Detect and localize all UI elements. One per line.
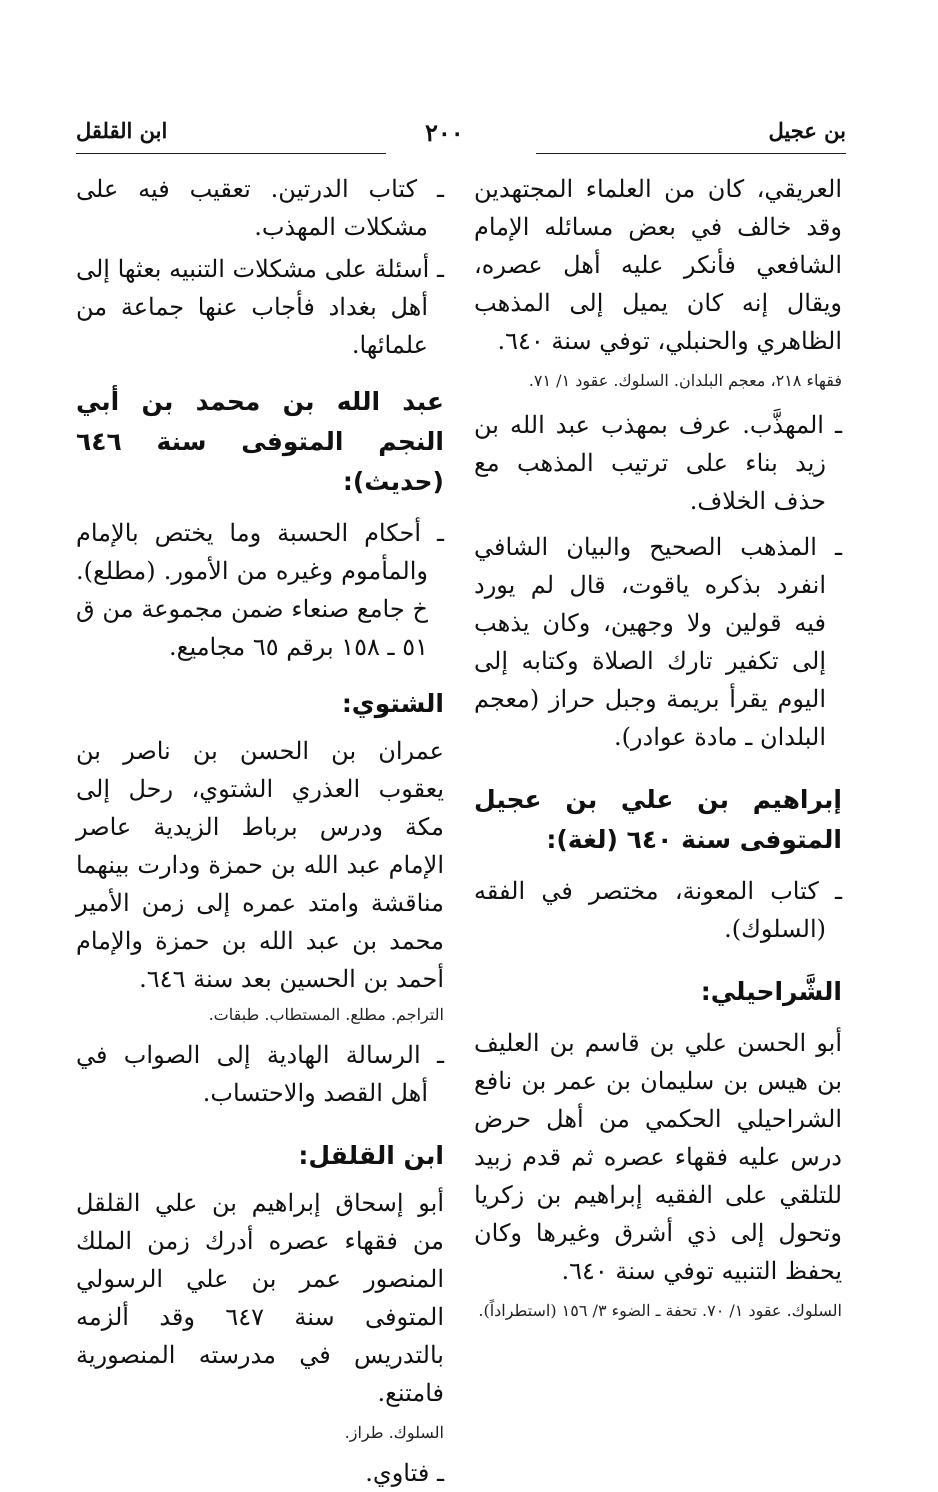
header-rule-left [76, 153, 386, 154]
entry-text: أبو الحسن علي بن قاسم بن العليف بن هيس بن سليمان بن عمر بن نافع الشراحيلي الحكمي من أهل حرض درس عليه فقهاء عصره ثم قدم زبيد للتلقي على الفقيه إبراهيم بن زكريا وتحول إلى ذي أشرق وغيرها وكان يحفظ التنبيه توفي سنة ٦٤٠. [474, 1029, 842, 1285]
entry-text: أبو إسحاق إبراهيم بن علي القلقل من فقهاء عصره أدرك زمن الملك المنصور عمر بن علي الرسولي المتوفى سنة ٦٤٧ وقد ألزمه بالتدريس في مدرسته المنصورية فامتنع. [76, 1189, 444, 1407]
book-item: ـ أحكام الحسبة وما يختص بالإمام والمأموم وغيره من الأمور. (مطلع). خ جامع صنعاء ضمن مجموعة من ق ٥١ ـ ١٥٨ برقم ٦٥ مجاميع. [76, 519, 444, 661]
book-item: ـ المهذَّب. عرف بمهذب عبد الله بن زيد بناء على ترتيب المذهب مع حذف الخلاف. [474, 411, 842, 515]
right-column [474, 170, 842, 1350]
running-header-right: بن عجيل [768, 118, 846, 143]
entry-text: العريقي، كان من العلماء المجتهدين وقد خالف في بعض مسائله الإمام الشافعي فأنكر عليه أهل عصره، ويقال إنه كان يميل إلى المذهب الظاهري والحنبلي، توفي سنة ٦٤٠. [474, 175, 842, 355]
entry-heading: الشَّراحيلي: [700, 977, 842, 1006]
running-header-left: ابن القلقل [76, 118, 168, 143]
header-rule-right [536, 153, 846, 154]
page-number: ٢٠٠ [425, 118, 464, 147]
book-item: ـ الرسالة الهادية إلى الصواب في أهل القصد والاحتساب. [76, 1041, 444, 1107]
book-item: ـ كتاب الدرتين. تعقيب فيه على مشكلات المهذب. [76, 175, 444, 241]
entry-heading: إبراهيم بن علي بن عجيل المتوفى سنة ٦٤٠ (لغة): [474, 785, 842, 854]
book-item: ـ فتاوي. [365, 1459, 444, 1487]
entry-text: عمران بن الحسن بن ناصر بن يعقوب العذري الشتوي، رحل إلى مكة ودرس برباط الزيدية عاصر الإمام عبد الله بن حمزة ودارت بينهما مناقشة وامتد عمره إلى زمن الأمير محمد بن عبد الله بن حمزة والإمام أحمد بن الحسين بعد سنة ٦٤٦. [76, 737, 444, 993]
source-note: السلوك. طراز. [344, 1423, 444, 1442]
left-column [75, 170, 444, 1487]
book-item: ـ المذهب الصحيح والبيان الشافي انفرد بذكره ياقوت، قال لم يورد فيه قولين ولا وجهين، وكان يذهب إلى تكفير تارك الصلاة وكتابه إلى اليوم يقرأ بريمة وجبل حراز (معجم البلدان ـ مادة عوادر). [474, 533, 842, 751]
source-note: التراجم. مطلع. المستطاب. طبقات. [208, 1005, 444, 1024]
entry-heading: الشتوي: [341, 689, 444, 718]
book-item: ـ كتاب المعونة، مختصر في الفقه (السلوك). [474, 877, 842, 943]
source-note: السلوك. عقود ١/ ٧٠. تحفة ـ الضوء ٣/ ١٥٦ (استطراداً). [478, 1301, 842, 1320]
source-note: فقهاء ٢١٨، معجم البلدان. السلوك. عقود ١/ ٧١. [528, 371, 842, 390]
entry-heading: ابن القلقل: [298, 1141, 444, 1170]
book-item: ـ أسئلة على مشكلات التنبيه بعثها إلى أهل بغداد فأجاب عنها جماعة من علمائها. [75, 255, 444, 359]
entry-heading: عبد الله بن محمد بن أبي النجم المتوفى سنة ٦٤٦ (حديث): [76, 387, 444, 496]
